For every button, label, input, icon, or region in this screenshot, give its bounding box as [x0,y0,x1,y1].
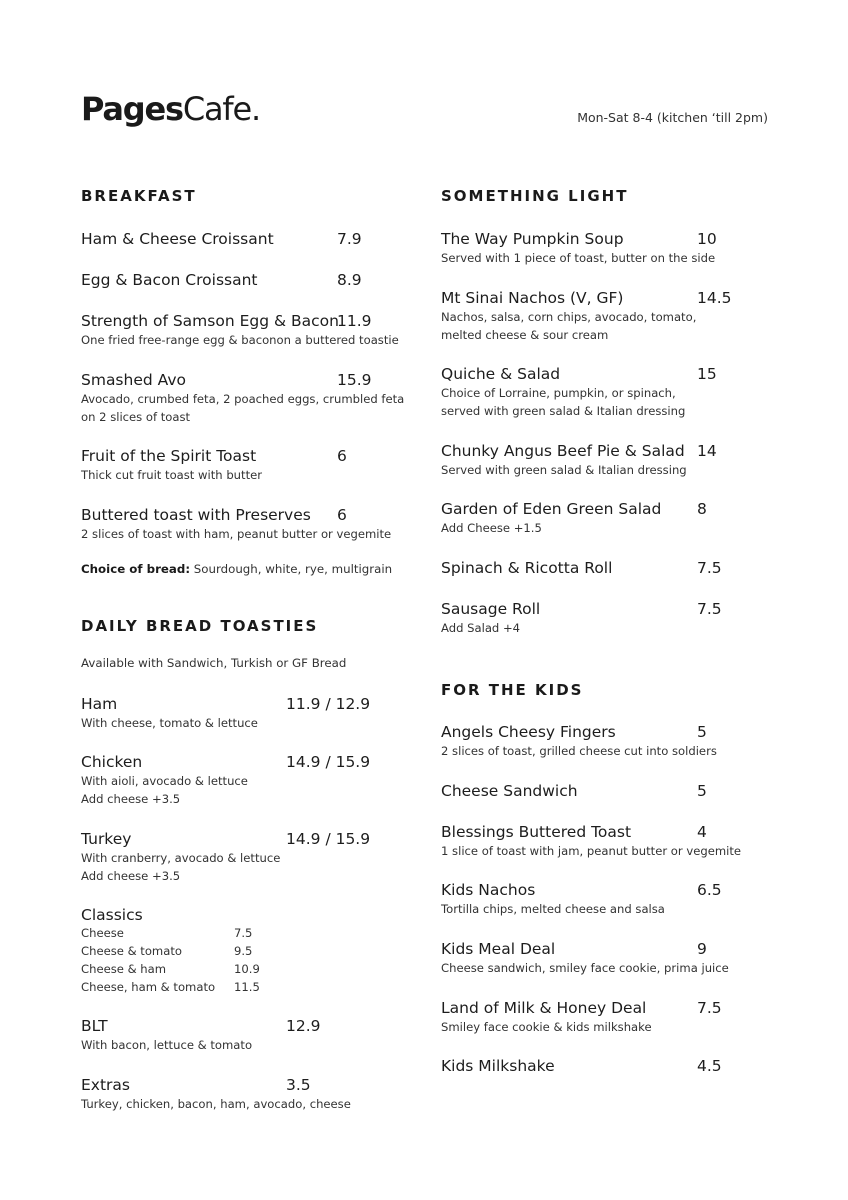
item-price: 4 [697,823,707,841]
item-price: 8 [697,500,707,518]
menu-item [441,229,781,267]
toasties-subtitle: Available with Sandwich, Turkish or GF Bread [81,656,347,670]
classics-name: Cheese, ham & tomato [81,980,216,994]
menu-item [81,694,421,732]
item-price: 14.9 / 15.9 [286,753,371,771]
item-name: Egg & Bacon Croissant [81,271,258,289]
section-title-something-light: SOMETHING LIGHT [441,187,629,205]
item-price: 8.9 [337,271,362,289]
item-name: Land of Milk & Honey Deal [441,999,647,1017]
classics-name: Cheese [81,926,124,940]
item-name: Quiche & Salad [441,365,561,383]
item-name: Chicken [81,753,143,771]
item-name: Cheese Sandwich [441,782,578,800]
item-description: Served with green salad & Italian dressing [441,463,687,477]
menu-item [81,1016,421,1054]
item-price: 15 [697,365,717,383]
item-name: Smashed Avo [81,371,186,389]
bread-choice-note [81,562,392,576]
section-title-toasties: DAILY BREAD TOASTIES [81,617,319,635]
item-name: Chunky Angus Beef Pie & Salad [441,442,685,460]
item-name: Turkey [81,830,132,848]
classics-name: Cheese & tomato [81,944,182,958]
item-price: 15.9 [337,371,372,389]
menu-item [441,822,781,860]
menu-item [81,446,421,484]
menu-item [81,829,421,885]
item-name: Angels Cheesy Fingers [441,723,616,741]
item-description: Thick cut fruit toast with butter [81,468,263,482]
item-price: 5 [697,723,707,741]
item-name: Mt Sinai Nachos (V, GF) [441,289,624,307]
item-name: Ham [81,695,118,713]
item-name: Extras [81,1076,130,1094]
menu-item [81,752,421,808]
item-name: Kids Milkshake [441,1057,555,1075]
item-description: Tortilla chips, melted cheese and salsa [441,902,665,916]
item-price: 3.5 [286,1076,311,1094]
item-price: 10 [697,230,717,248]
menu-item [441,722,781,760]
item-price: 4.5 [697,1057,722,1075]
item-price: 7.5 [697,559,722,577]
classics-price: 9.5 [234,944,253,958]
menu-item [81,1075,421,1113]
item-description: 1 slice of toast with jam, peanut butter or vegemite [441,844,742,858]
bread-choice-label: Choice of bread: [81,562,191,576]
section-title-breakfast: BREAKFAST [81,187,197,205]
item-description: Choice of Lorraine, pumpkin, or spinach, [441,386,676,400]
item-name: Ham & Cheese Croissant [81,230,274,248]
item-description: 2 slices of toast, grilled cheese cut into soldiers [441,744,717,758]
classics-price: 10.9 [234,962,260,976]
item-name: Kids Nachos [441,881,536,899]
menu-item [441,288,781,344]
item-description: Add Salad +4 [441,621,521,635]
classics-price: 7.5 [234,926,253,940]
menu-item [441,558,781,578]
menu-item [441,364,781,420]
item-description: With cranberry, avocado & lettuce [81,851,281,865]
menu-item [81,270,421,290]
item-description: Turkey, chicken, bacon, ham, avocado, cheese [81,1097,351,1111]
item-price: 6 [337,447,347,465]
item-price: 12.9 [286,1017,321,1035]
menu-item [81,370,421,426]
menu-item [81,505,421,543]
classics-group [81,905,421,994]
menu-item [441,880,781,918]
item-description: Smiley face cookie & kids milkshake [441,1020,652,1034]
item-description-line2: melted cheese & sour cream [441,328,609,342]
item-price: 9 [697,940,707,958]
item-name: Kids Meal Deal [441,940,556,958]
item-description: Add Cheese +1.5 [441,521,542,535]
item-price: 14.9 / 15.9 [286,830,371,848]
logo-light-text: Cafe. [182,90,260,128]
menu-item [81,229,421,249]
item-price: 11.9 / 12.9 [286,695,371,713]
item-description: Cheese sandwich, smiley face cookie, prima juice [441,961,729,975]
item-price: 6 [337,506,347,524]
item-description: With cheese, tomato & lettuce [81,716,258,730]
item-name: Spinach & Ricotta Roll [441,559,613,577]
menu-item [441,998,781,1036]
item-description-line2: on 2 slices of toast [81,410,191,424]
item-description: With bacon, lettuce & tomato [81,1038,253,1052]
section-title-kids: FOR THE KIDS [441,681,584,699]
classics-row [81,980,260,994]
logo-bold-text: Pages [81,90,183,128]
item-name: BLT [81,1017,108,1035]
menu-item [441,781,781,801]
menu-item [81,311,421,349]
menu-item [441,599,781,637]
menu-item [441,939,781,977]
item-price: 5 [697,782,707,800]
opening-hours: Mon-Sat 8-4 (kitchen ‘till 2pm) [577,110,768,125]
item-name: Strength of Samson Egg & Bacon [81,312,339,330]
item-description: Nachos, salsa, corn chips, avocado, tomato, [441,310,697,324]
item-price: 7.5 [697,600,722,618]
item-name: Blessings Buttered Toast [441,823,632,841]
item-name: Fruit of the Spirit Toast [81,447,257,465]
item-description: 2 slices of toast with ham, peanut butter or vegemite [81,527,392,541]
item-price: 7.5 [697,999,722,1017]
classics-row [81,944,253,958]
item-name: Sausage Roll [441,600,541,618]
cafe-logo [81,90,260,128]
item-name: Garden of Eden Green Salad [441,500,662,518]
bread-choice-options: Sourdough, white, rye, multigrain [190,562,393,576]
classics-title: Classics [81,906,143,924]
item-price: 14.5 [697,289,732,307]
item-price: 7.9 [337,230,362,248]
item-description: Served with 1 piece of toast, butter on the side [441,251,716,265]
classics-price: 11.5 [234,980,260,994]
classics-name: Cheese & ham [81,962,167,976]
item-price: 11.9 [337,312,372,330]
item-price: 6.5 [697,881,722,899]
menu-item [441,1056,781,1076]
item-description-line2: Add cheese +3.5 [81,792,181,806]
classics-row [81,926,253,940]
item-description-line2: Add cheese +3.5 [81,869,181,883]
item-description: One fried free-range egg & baconon a buttered toastie [81,333,399,347]
item-description: With aioli, avocado & lettuce [81,774,248,788]
item-name: The Way Pumpkin Soup [441,230,624,248]
item-name: Buttered toast with Preserves [81,506,311,524]
item-description: Avocado, crumbed feta, 2 poached eggs, crumbled feta [81,392,405,406]
classics-row [81,962,260,976]
item-description-line2: served with green salad & Italian dressing [441,404,686,418]
menu-item [441,499,781,537]
item-price: 14 [697,442,717,460]
menu-item [441,441,781,479]
